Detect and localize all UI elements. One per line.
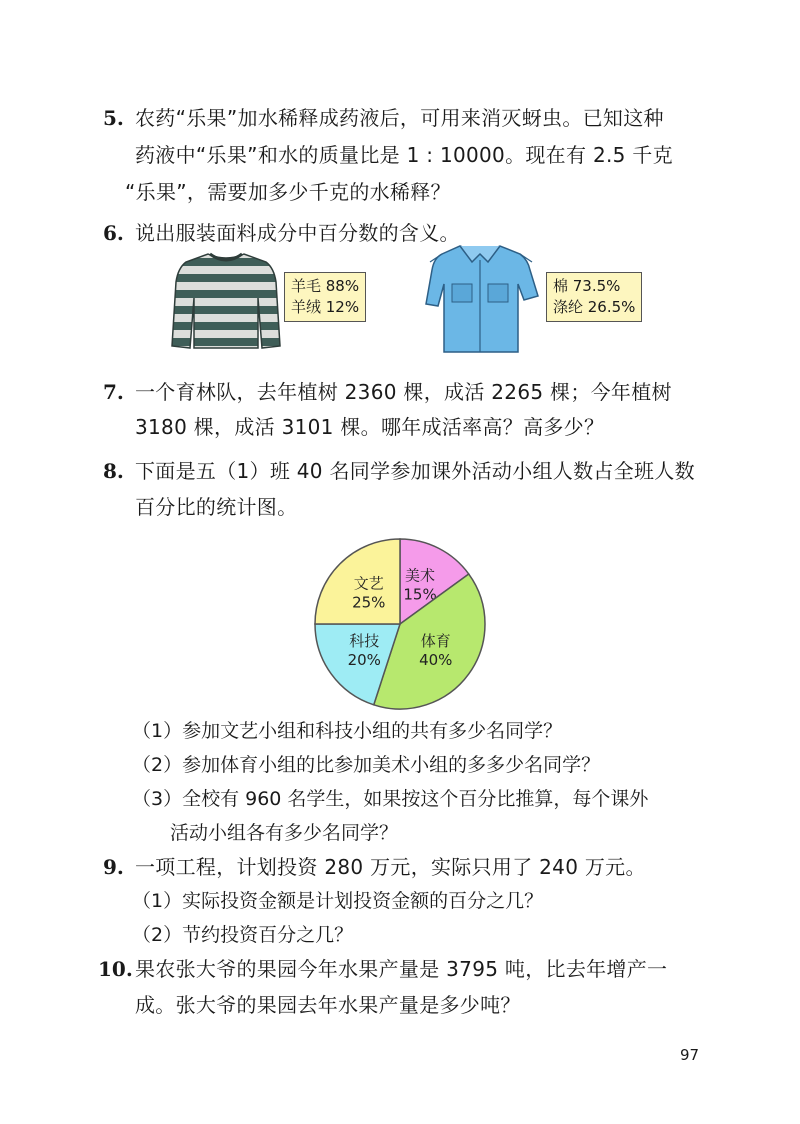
- pie-label-0: 美术: [405, 566, 436, 585]
- problem-8-question-1: （1）参加文艺小组和科技小组的共有多少名同学？: [132, 720, 563, 742]
- problem-7-line-1: 一个育林队，去年植树 2360 棵，成活 2265 棵；今年植树: [135, 380, 672, 404]
- page-number: 97: [680, 1046, 700, 1064]
- pie-value-2: 20%: [347, 650, 381, 669]
- sweater-fabric-label: [284, 272, 366, 322]
- problem-9-question-1: （1）实际投资金额是计划投资金额的百分之几？: [132, 890, 544, 912]
- problem-5-line-1: 农药“乐果”加水稀释成药液后，可用来消灭蚜虫。已知这种: [135, 106, 664, 130]
- problem-10-line-1: 果农张大爷的果园今年水果产量是 3795 吨，比去年增产一: [135, 957, 668, 981]
- sweater-illustration: [170, 248, 282, 352]
- problem-9-question-2: （2）节约投资百分之几？: [132, 924, 354, 946]
- pie-label-3: 文艺: [353, 574, 384, 593]
- shirt-cotton: 棉 73.5%: [553, 277, 621, 295]
- pie-value-1: 40%: [419, 650, 453, 669]
- sweater-cashmere: 羊绒 12%: [291, 298, 360, 316]
- problem-8-question-3: （3）全校有 960 名学生，如果按这个百分比推算，每个课外: [132, 788, 649, 810]
- problem-5-line-3: “乐果”，需要加多少千克的水稀释？: [125, 180, 451, 204]
- problem-9-number: 9.: [103, 855, 124, 879]
- problem-8-line-1: 下面是五（1）班 40 名同学参加课外活动小组人数占全班人数: [135, 459, 695, 483]
- pie-label-2: 科技: [349, 631, 380, 650]
- problem-5-number: 5.: [103, 106, 124, 130]
- problem-7-number: 7.: [103, 380, 124, 404]
- problem-6-line-1: 说出服装面料成分中百分数的含义。: [135, 221, 460, 245]
- pie-value-0: 15%: [403, 585, 437, 604]
- activity-pie-chart: [310, 534, 490, 714]
- problem-10-number: 10.: [98, 957, 133, 981]
- problem-9-line-1: 一项工程，计划投资 280 万元，实际只用了 240 万元。: [135, 855, 646, 879]
- shirt-polyester: 涤纶 26.5%: [553, 298, 636, 316]
- pie-label-1: 体育: [420, 631, 451, 650]
- problem-6-number: 6.: [103, 221, 124, 245]
- problem-5-line-2: 药液中“乐果”和水的质量比是 1 : 10000。现在有 2.5 千克: [135, 143, 673, 167]
- problem-7-line-2: 3180 棵，成活 3101 棵。哪年成活率高？高多少？: [135, 415, 605, 439]
- problem-8-line-2: 百分比的统计图。: [135, 495, 298, 519]
- shirt-illustration: [420, 240, 546, 358]
- problem-8-question-2: （2）参加体育小组的比参加美术小组的多多少名同学？: [132, 754, 601, 776]
- problem-8-number: 8.: [103, 459, 124, 483]
- problem-8-question-3-cont: 活动小组各有多少名同学？: [170, 822, 399, 844]
- sweater-wool: 羊毛 88%: [291, 277, 360, 295]
- pie-value-3: 25%: [352, 593, 386, 612]
- shirt-fabric-label: [546, 272, 642, 322]
- problem-10-line-2: 成。张大爷的果园去年水果产量是多少吨？: [135, 993, 521, 1017]
